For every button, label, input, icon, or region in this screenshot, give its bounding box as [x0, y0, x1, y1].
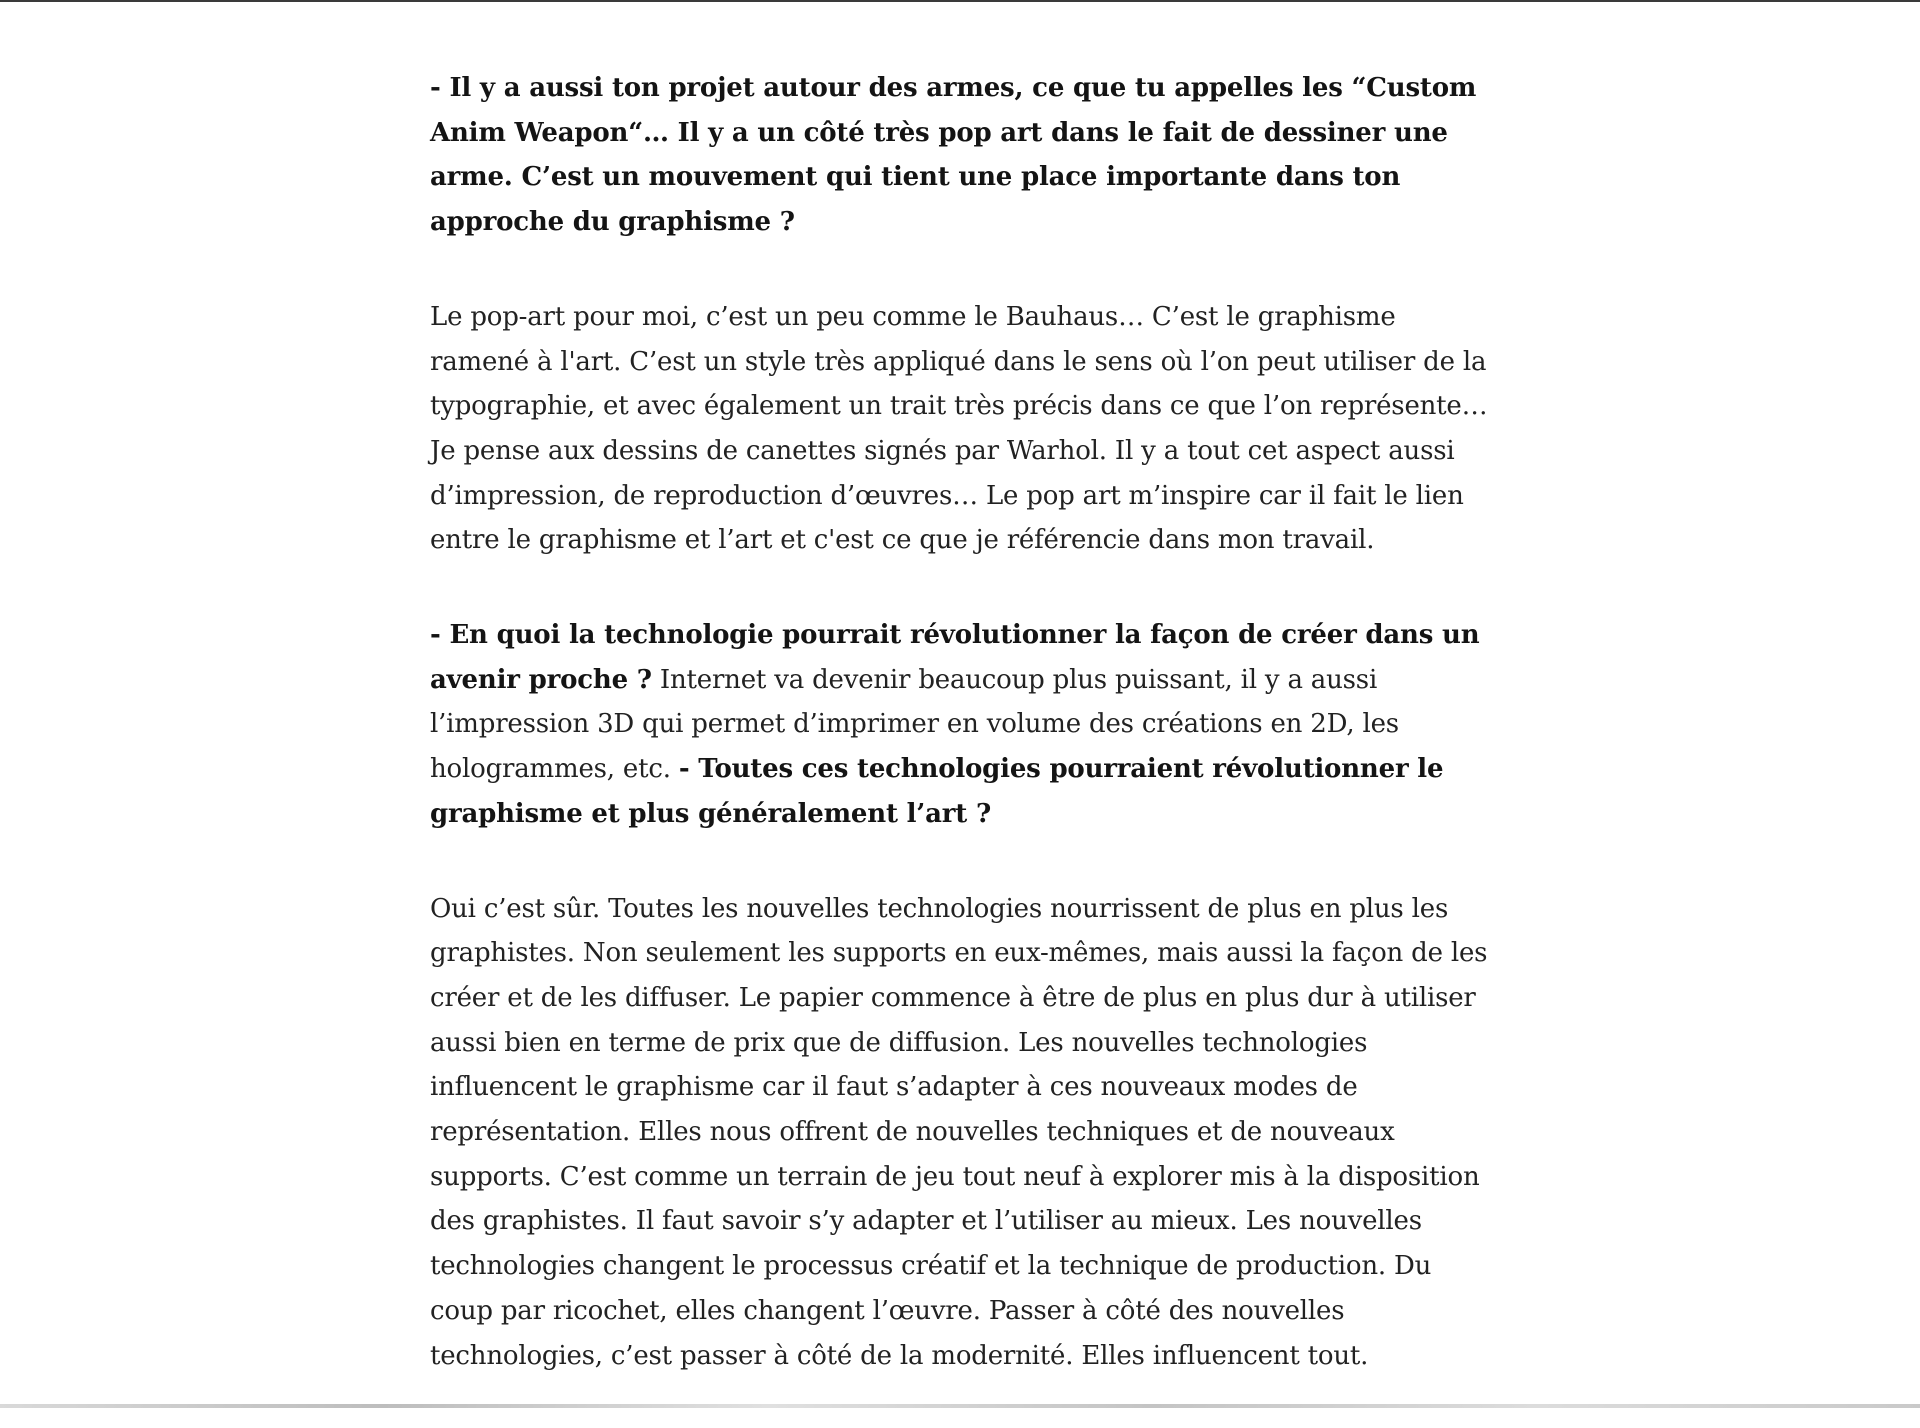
paragraph-answer-revolution	[430, 887, 1500, 1379]
question-technology: - En quoi la technologie pourrait révolutionner la façon de créer dans un avenir proche ?	[430, 620, 1480, 695]
answer-pop-art: Le pop-art pour moi, c’est un peu comme le Bauhaus… C’est le graphisme ramené à l'art. C’est un style très appliqué dans le sens où l’on peut utiliser de la typographie, et avec également un trait très précis dans ce que l’on représente… Je pense aux dessins de canettes signés par Warhol. Il y a tout cet aspect aussi d’impression, de reproduction d’œuvres… Le pop art m’inspire car il fait le lien entre le graphisme et l’art et c'est ce que je référencie dans mon travail.	[430, 301, 1488, 556]
bottom-divider	[0, 1404, 1920, 1408]
paragraph-answer-pop-art	[430, 295, 1500, 563]
article-body	[430, 66, 1500, 1428]
question-revolution: - Toutes ces technologies pourraient révolutionner le graphisme et plus généralement l’art ?	[430, 754, 1444, 829]
answer-technology: Internet va devenir beaucoup plus puissant, il y a aussi l’impression 3D qui permet d’imprimer en volume des créations en 2D, les hologrammes, etc.	[430, 664, 1399, 785]
question-pop-art: - Il y a aussi ton projet autour des armes, ce que tu appelles les “Custom Anim Weapon“… Il y a un côté très pop art dans le fait de dessiner une arme. C’est un mouvement qui tient une place importante dans ton approche du graphisme ?	[430, 73, 1477, 238]
answer-revolution: Oui c’est sûr. Toutes les nouvelles technologies nourrissent de plus en plus les graphistes. Non seulement les supports en eux-mêmes, mais aussi la façon de les créer et de les diffuser. Le papier commence à être de plus en plus dur à utiliser aussi bien en terme de prix que de diffusion. Les nouvelles technologies influencent le graphisme car il faut s’adapter à ces nouveaux modes de représentation. Elles nous offrent de nouvelles techniques et de nouveaux supports. C’est comme un terrain de jeu tout neuf à explorer mis à la disposition des graphistes. Il faut savoir s’y adapter et l’utiliser au mieux. Les nouvelles technologies changent le processus créatif et la technique de production. Du coup par ricochet, elles changent l’œuvre. Passer à côté des nouvelles technologies, c’est passer à côté de la modernité. Elles influencent tout.	[430, 893, 1488, 1371]
paragraph-technology	[430, 613, 1500, 837]
paragraph-question-pop-art	[430, 66, 1500, 245]
top-divider	[0, 0, 1920, 2]
